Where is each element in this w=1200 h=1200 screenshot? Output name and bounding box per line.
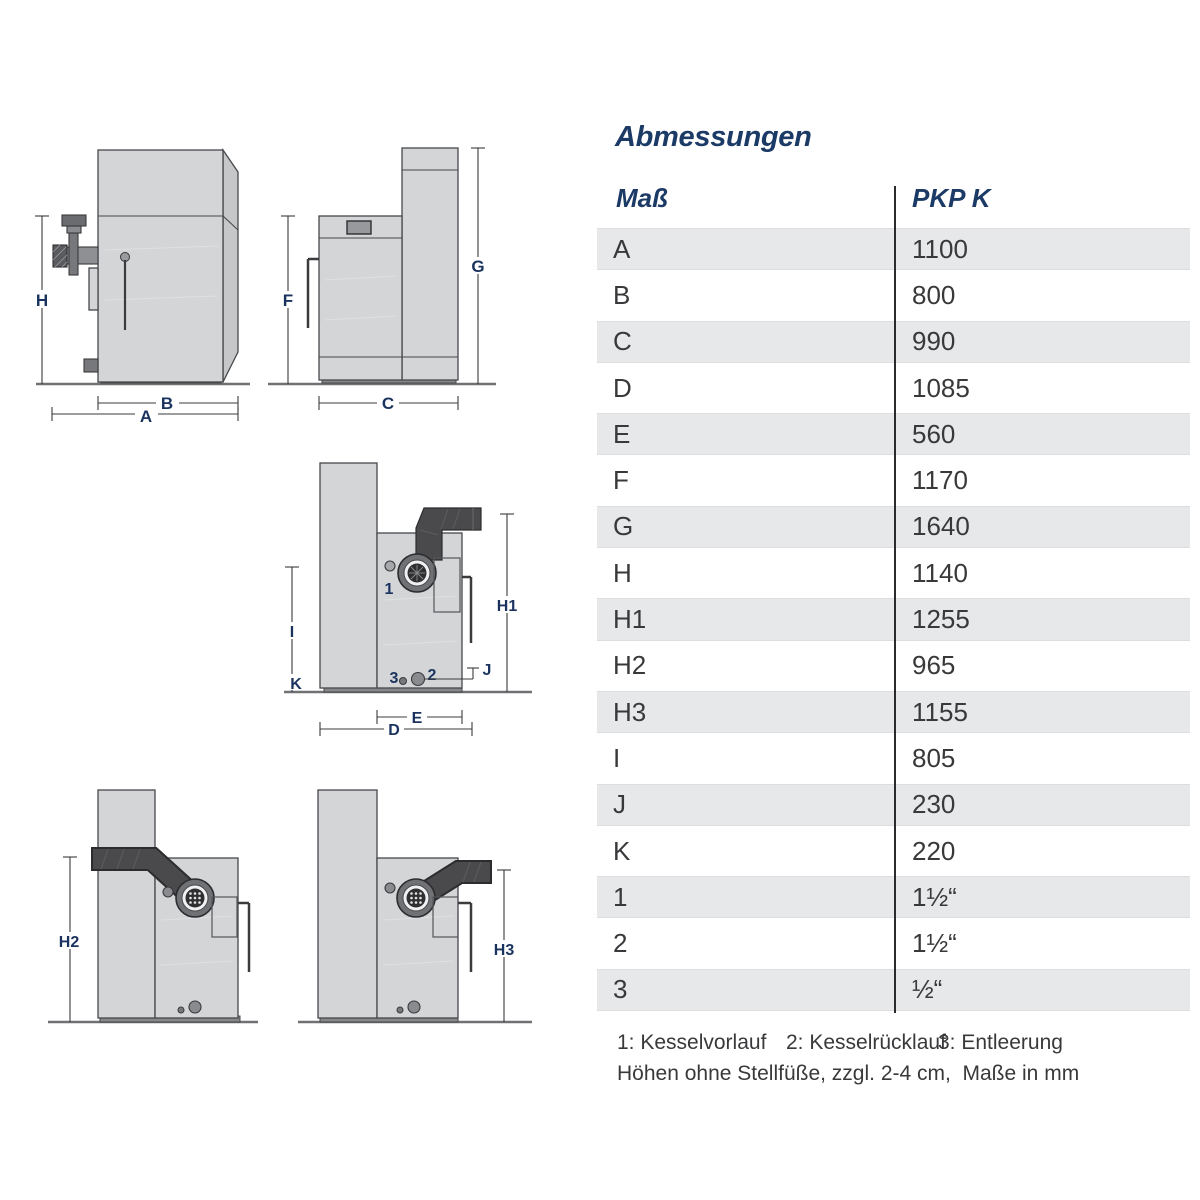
dim-label-f: F — [282, 291, 294, 310]
dim-label-h: H — [35, 291, 49, 310]
dimension-value: ½“ — [912, 974, 943, 1005]
flue-pipe-connector — [53, 215, 98, 310]
footnote-units: Höhen ohne Stellfüße, zzgl. 2-4 cm, Maße in mm — [617, 1062, 1080, 1085]
dim-f — [279, 216, 298, 384]
port-label-1: 1 — [384, 581, 394, 598]
dimension-key: E — [613, 418, 631, 449]
dim-label-a: A — [139, 407, 153, 426]
port-1-kesselvorlauf — [385, 561, 395, 571]
dim-b — [98, 394, 238, 413]
dimension-key: H2 — [613, 650, 647, 681]
dimension-key: D — [613, 372, 632, 403]
dim-label-g: G — [471, 257, 485, 276]
dimension-key: 1 — [613, 881, 628, 912]
dimension-value: 230 — [912, 789, 956, 820]
page-title: Abmessungen — [615, 121, 812, 153]
pellet-hopper — [402, 148, 458, 380]
dimension-value: 990 — [912, 326, 956, 357]
front-view-drawing — [28, 138, 252, 430]
dim-label-h1: H1 — [496, 598, 518, 615]
dimension-key: H1 — [613, 604, 647, 635]
port-kesselvorlauf — [163, 887, 173, 897]
footnotes — [617, 1031, 1177, 1086]
port-kesselruecklauf — [408, 1001, 420, 1013]
dim-label-c: C — [381, 394, 395, 413]
door-handle — [462, 577, 471, 643]
port-kesselruecklauf — [189, 1001, 201, 1013]
dimension-value: 805 — [912, 742, 956, 773]
dimension-value: 1½“ — [912, 928, 957, 959]
boiler-front-face — [98, 150, 223, 382]
dim-label-h3: H3 — [493, 942, 515, 959]
dimension-value: 220 — [912, 835, 956, 866]
side-view-drawing — [262, 138, 502, 430]
footnote-ports — [617, 1031, 1177, 1062]
dimension-value: 560 — [912, 418, 956, 449]
fan-blower — [397, 879, 435, 917]
dimension-value: 1140 — [912, 557, 968, 588]
dimension-key: I — [613, 742, 621, 773]
dim-label-d: D — [388, 722, 400, 739]
dim-h2 — [55, 857, 84, 1022]
port-entleerung — [397, 1007, 403, 1013]
dimension-value: 965 — [912, 650, 956, 681]
dimension-key: C — [613, 326, 632, 357]
dimension-key: H — [613, 557, 632, 588]
dim-label-h2: H2 — [58, 934, 80, 951]
fan-blower — [398, 554, 436, 592]
dimension-key: B — [613, 279, 631, 310]
dimension-key: 3 — [613, 974, 628, 1005]
port-2-kesselruecklauf — [412, 673, 425, 686]
dim-label-j: J — [482, 662, 492, 679]
drain-stub — [84, 359, 98, 372]
footnote-kesselruecklauf: 2: Kesselrücklauf — [786, 1031, 946, 1054]
rear-right-view-drawing — [288, 772, 538, 1044]
dimension-value: 1170 — [912, 465, 968, 496]
dimension-key: F — [613, 465, 629, 496]
dimension-key: 2 — [613, 928, 628, 959]
dim-label-i: I — [289, 624, 295, 641]
boiler-side-face — [223, 150, 238, 382]
port-label-2: 2 — [427, 667, 437, 684]
fan-blower — [176, 879, 214, 917]
door-handle — [308, 259, 319, 328]
dim-c — [319, 394, 458, 413]
table-header-mass: Maß — [616, 183, 668, 213]
dimension-key: J — [613, 789, 626, 820]
port-kesselvorlauf — [385, 883, 395, 893]
port-entleerung — [178, 1007, 184, 1013]
port-3-entleerung — [400, 678, 407, 685]
dim-label-b: B — [160, 394, 174, 413]
dimension-value: 1640 — [912, 511, 970, 542]
dim-label-k: K — [290, 676, 302, 693]
dim-i-k — [284, 567, 306, 693]
dim-d — [320, 721, 472, 739]
table-header-model: PKP K — [912, 183, 991, 213]
pellet-hopper — [318, 790, 377, 1018]
dimension-value: 1255 — [912, 604, 970, 635]
dim-h1 — [494, 514, 521, 692]
door-handle — [458, 903, 471, 972]
dimension-value: 1155 — [912, 696, 968, 727]
footnote-entleerung: 3: Entleerung — [938, 1031, 1063, 1054]
door-handle — [238, 903, 249, 972]
dimension-value: 1085 — [912, 372, 970, 403]
dimension-value: 1100 — [912, 233, 968, 264]
rear-left-view-drawing — [25, 772, 293, 1044]
dimension-value: 1½“ — [912, 881, 957, 912]
dim-h — [32, 216, 52, 384]
pellet-hopper — [320, 463, 377, 688]
control-display — [347, 221, 371, 234]
dim-a — [52, 407, 238, 426]
dim-label-e: E — [411, 710, 423, 727]
footnote-kesselvorlauf: 1: Kesselvorlauf — [617, 1031, 767, 1054]
dim-g — [468, 148, 488, 384]
table-column-divider — [894, 186, 896, 1013]
dimension-key: A — [613, 233, 631, 264]
rear-view-dimension-drawing — [278, 452, 534, 748]
dim-h3 — [490, 870, 519, 1022]
pellet-hopper — [98, 790, 155, 1018]
dimension-key: G — [613, 511, 634, 542]
dimension-key: H3 — [613, 696, 647, 727]
boiler-body — [319, 216, 402, 380]
dimension-key: K — [613, 835, 631, 866]
port-label-3: 3 — [389, 670, 399, 687]
dimension-value: 800 — [912, 279, 956, 310]
